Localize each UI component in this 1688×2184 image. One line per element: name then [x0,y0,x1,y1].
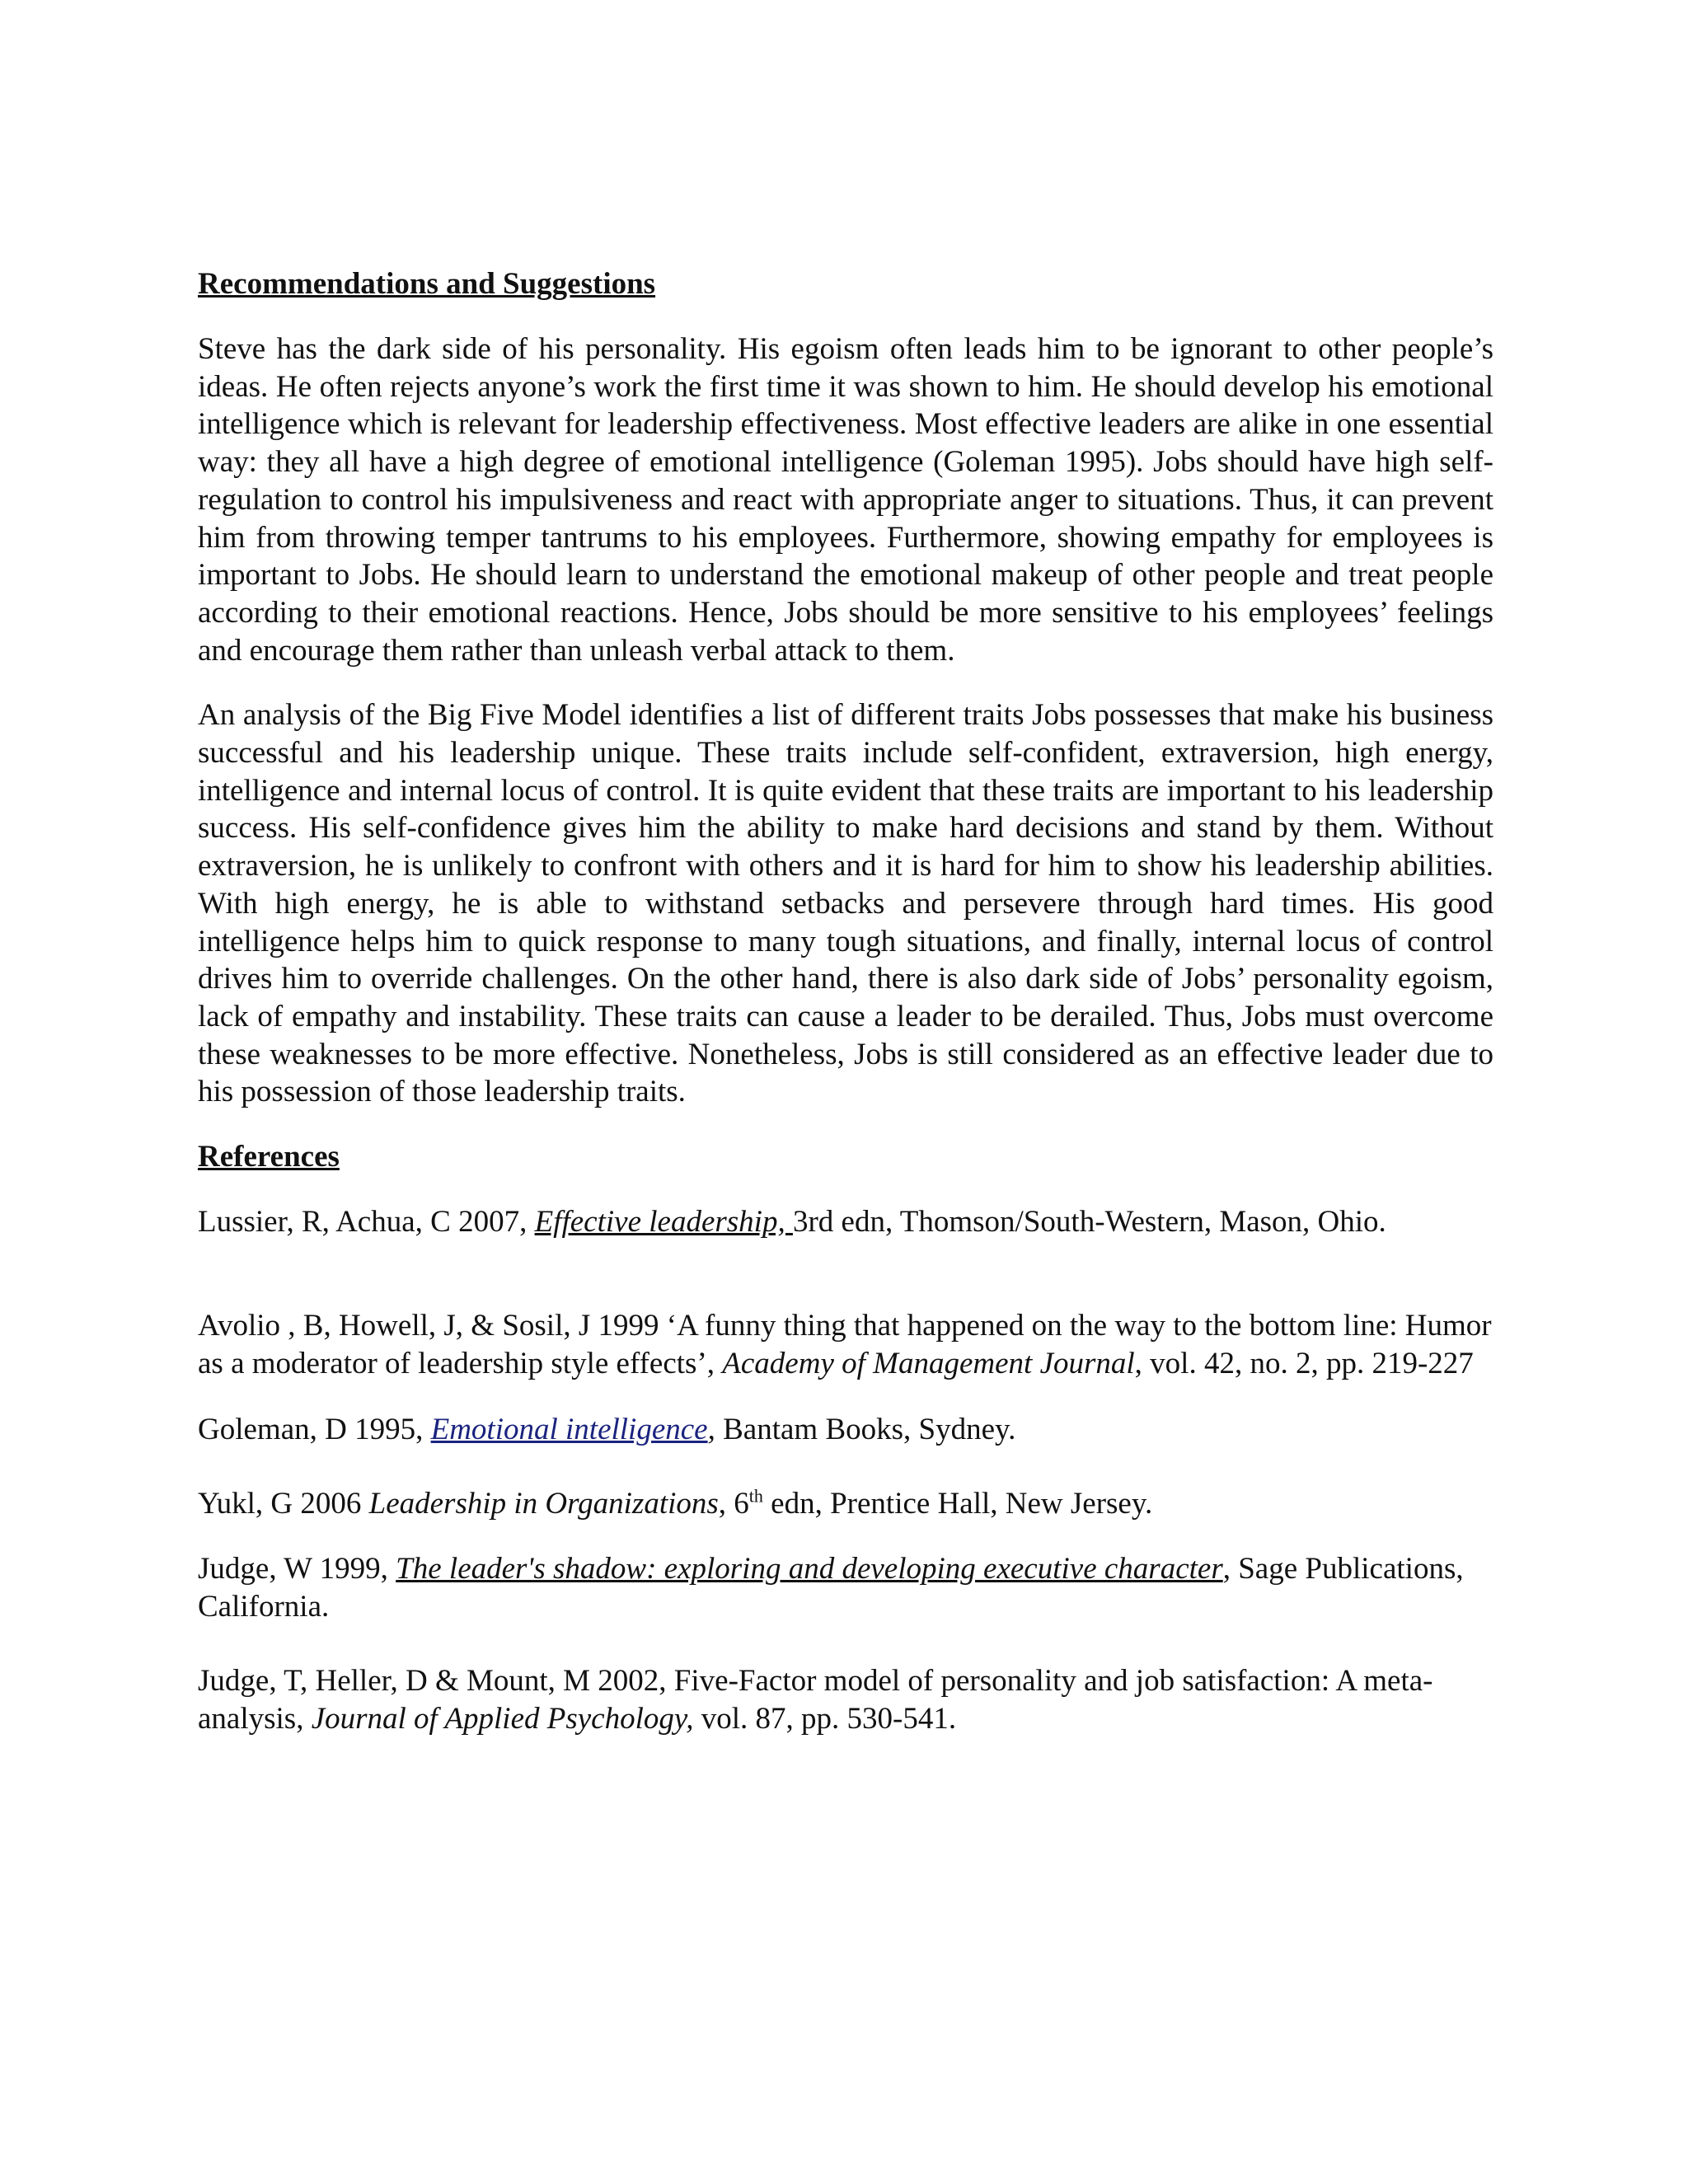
reference-goleman [198,1411,1493,1449]
reference-lussier-title-link[interactable]: Effective leadership, [534,1205,793,1240]
reference-yukl-edition: , 6 [718,1487,749,1521]
reference-avolio [198,1307,1493,1383]
reference-yukl-superscript: th [748,1485,763,1507]
reference-goleman-author: Goleman, D 1995, [198,1413,431,1447]
reference-judge-w-title-link[interactable]: The leader's shadow: exploring and developing executive character [396,1552,1223,1586]
reference-judge-t-text: Judge, T, Heller, D & Mount, M 2002, Five-Factor model of personality and job satisfaction: A meta-analysis, [198,1664,1433,1736]
reference-avolio-text: Avolio , B, Howell, J, & Sosil, J 1999 ‘A funny thing that happened on the way to the bottom line: Humor as a moderator of leadership style effects’, [198,1309,1492,1381]
reference-yukl-title: Leadership in Organizations [368,1487,719,1521]
reference-yukl [198,1485,1493,1523]
reference-judge-t-details: vol. 87, pp. 530-541. [693,1702,957,1736]
reference-judge-w [198,1550,1493,1626]
references-heading: References [198,1140,340,1174]
reference-yukl-author: Yukl, G 2006 [198,1487,369,1521]
reference-goleman-publisher: Bantam Books, Sydney. [715,1413,1016,1447]
reference-judge-t-journal: Journal of Applied Psychology, [311,1702,694,1736]
reference-goleman-title-link[interactable]: Emotional intelligence [430,1413,708,1447]
reference-goleman-comma: , [707,1413,715,1447]
recommendations-heading: Recommendations and Suggestions [198,267,656,301]
reference-lussier [198,1203,1493,1241]
reference-avolio-details: , vol. 42, no. 2, pp. 219-227 [1134,1347,1474,1381]
reference-lussier-publisher: 3rd edn, Thomson/South-Western, Mason, Ohio. [792,1205,1386,1240]
recommendations-paragraph-2: An analysis of the Big Five Model identifies a list of different traits Jobs possesses that make his business successful and his leadership unique. These traits include self-confident, extraversion, high energy, intelligence and internal locus of control. It is quite evident that these traits are important to his leadership success. His self-confidence gives him the ability to make hard decisions and stand by them. Without extraversion, he is unlikely to confront with others and it is hard for him to show his leadership abilities. With high energy, he is able to withstand setbacks and persevere through hard times. His good intelligence helps him to quick response to many tough situations, and finally, internal locus of control drives him to override challenges. On the other hand, there is also dark side of Jobs’ personality egoism, lack of empathy and instability. These traits can cause a leader to be derailed. Thus, Jobs must overcome these weaknesses to be more effective. Nonetheless, Jobs is still considered as an effective leader due to his possession of those leadership traits. [198,698,1493,1109]
reference-judge-w-publisher: , Sage Publications, California. [198,1552,1464,1624]
reference-lussier-authors: Lussier, R, Achua, C 2007, [198,1205,535,1240]
reference-judge-t [198,1662,1493,1738]
document-page [198,265,1493,1738]
reference-yukl-publisher: edn, Prentice Hall, New Jersey. [762,1487,1153,1521]
recommendations-paragraph-1: Steve has the dark side of his personality. His egoism often leads him to be ignorant to other people’s ideas. He often rejects anyone’s work the first time it was shown to him. He should develop his emotional intelligence which is relevant for leadership effectiveness. Most effective leaders are alike in one essential way: they all have a high degree of emotional intelligence (Goleman 1995). Jobs should have high self-regulation to control his impulsiveness and react with appropriate anger to situations. Thus, it can prevent him from throwing temper tantrums to his employees. Furthermore, showing empathy for employees is important to Jobs. He should learn to understand the emotional makeup of other people and treat people according to their emotional reactions. Hence, Jobs should be more sensitive to his employees’ feelings and encourage them rather than unleash verbal attack to them. [198,332,1493,668]
reference-avolio-journal: Academy of Management Journal [722,1347,1135,1381]
reference-judge-w-author: Judge, W 1999, [198,1552,396,1586]
